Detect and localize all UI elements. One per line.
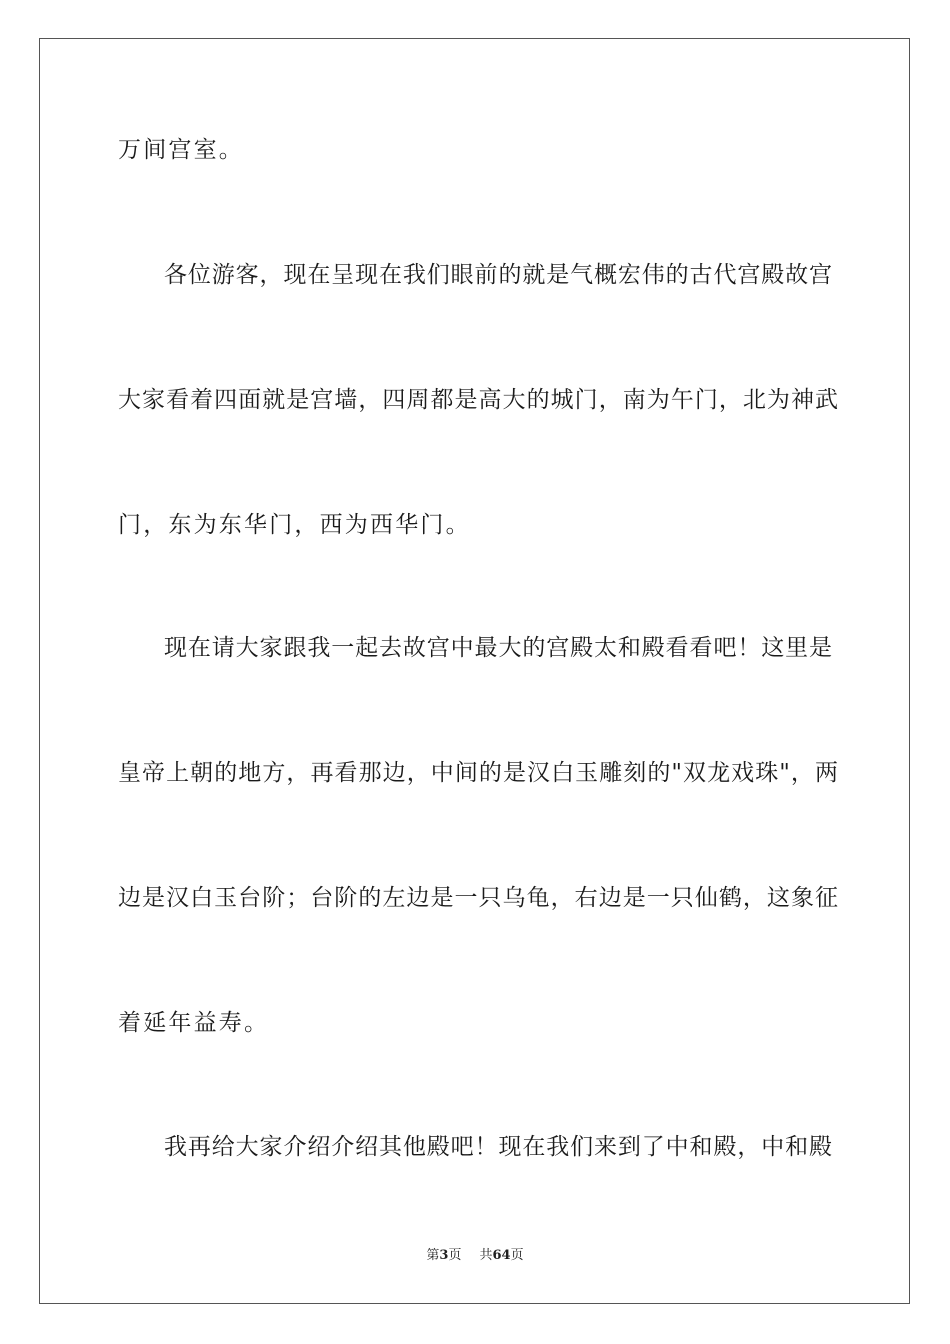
text-line-4: 门，东为东华门，西为西华门。 <box>118 512 471 538</box>
total-pages: 64 <box>492 1248 511 1263</box>
text-line-9: 我再给大家介绍介绍其他殿吧！现在我们来到了中和殿，中和殿 <box>164 1134 832 1160</box>
page-prefix: 第 <box>426 1248 440 1263</box>
text-line-3: 大家看着四面就是宫墙，四周都是高大的城门，南为午门，北为神武 <box>118 387 838 413</box>
text-line-1: 万间宫室。 <box>118 137 244 163</box>
total-suffix: 页 <box>510 1248 524 1263</box>
text-line-5: 现在请大家跟我一起去故宫中最大的宫殿太和殿看看吧！这里是 <box>164 635 832 661</box>
text-line-2: 各位游客，现在呈现在我们眼前的就是气概宏伟的古代宫殿故宫 <box>164 262 832 288</box>
total-prefix: 共 <box>479 1248 493 1263</box>
text-line-8: 着延年益寿。 <box>118 1010 270 1036</box>
text-line-6: 皇帝上朝的地方，再看那边，中间的是汉白玉雕刻的"双龙戏珠"，两 <box>118 760 838 786</box>
page-footer <box>0 1247 950 1265</box>
page-suffix: 页 <box>448 1248 462 1263</box>
text-line-7: 边是汉白玉台阶；台阶的左边是一只乌龟，右边是一只仙鹤，这象征 <box>118 885 838 911</box>
page-border <box>39 38 910 1304</box>
page-number: 3 <box>439 1248 449 1263</box>
